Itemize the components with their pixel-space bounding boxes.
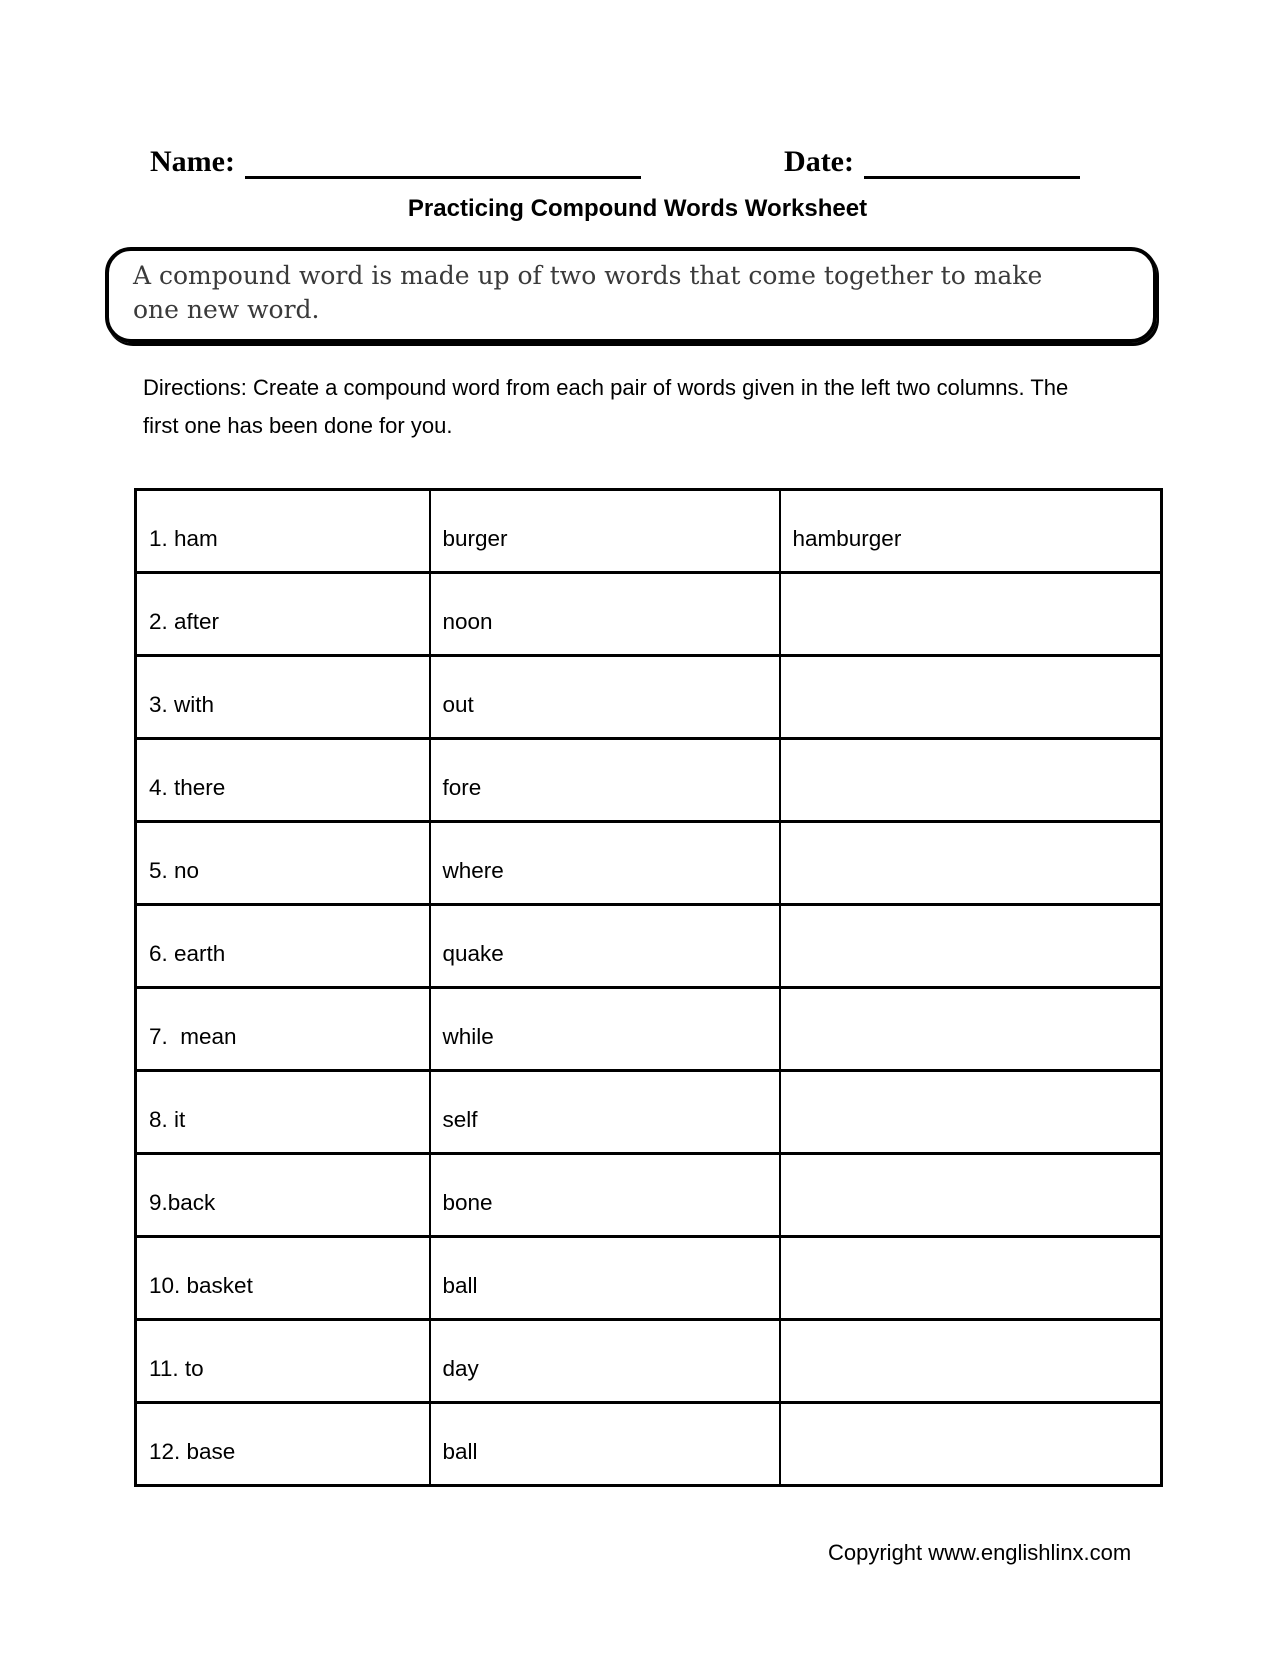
directions-text: Directions: Create a compound word from each pair of words given in the left two columns. The first one has been done for you. bbox=[143, 374, 1069, 438]
word-cell-2: where bbox=[430, 821, 780, 904]
answer-cell[interactable] bbox=[780, 821, 1162, 904]
word-cell-1: 6. earth bbox=[136, 904, 430, 987]
name-field bbox=[150, 140, 641, 179]
word-cell-1: 9.back bbox=[136, 1153, 430, 1236]
word-cell-2: fore bbox=[430, 738, 780, 821]
table-row bbox=[136, 904, 1162, 987]
word-cell-2: self bbox=[430, 1070, 780, 1153]
word-cell-2: out bbox=[430, 655, 780, 738]
word-cell-1: 4. there bbox=[136, 738, 430, 821]
date-blank-line[interactable] bbox=[864, 140, 1080, 179]
name-label: Name: bbox=[150, 145, 235, 178]
table-row bbox=[136, 1236, 1162, 1319]
definition-box bbox=[105, 247, 1157, 343]
word-cell-2: burger bbox=[430, 489, 780, 572]
answer-cell[interactable] bbox=[780, 1070, 1162, 1153]
page-title: Practicing Compound Words Worksheet bbox=[407, 195, 868, 222]
word-cell-2: ball bbox=[430, 1402, 780, 1485]
header-row bbox=[0, 0, 1275, 179]
word-cell-1: 11. to bbox=[136, 1319, 430, 1402]
answer-cell: hamburger bbox=[780, 489, 1162, 572]
word-cell-1: 12. base bbox=[136, 1402, 430, 1485]
word-cell-2: ball bbox=[430, 1236, 780, 1319]
answer-cell[interactable] bbox=[780, 1236, 1162, 1319]
word-cell-1: 7. mean bbox=[136, 987, 430, 1070]
answer-cell[interactable] bbox=[780, 655, 1162, 738]
answer-cell[interactable] bbox=[780, 904, 1162, 987]
definition-text: A compound word is made up of two words that come together to make one new word. bbox=[133, 261, 1043, 324]
word-cell-1: 10. basket bbox=[136, 1236, 430, 1319]
answer-cell[interactable] bbox=[780, 1153, 1162, 1236]
table-row bbox=[136, 489, 1162, 572]
word-cell-1: 1. ham bbox=[136, 489, 430, 572]
word-cell-1: 3. with bbox=[136, 655, 430, 738]
date-label: Date: bbox=[784, 145, 854, 178]
answer-cell[interactable] bbox=[780, 738, 1162, 821]
word-cell-1: 5. no bbox=[136, 821, 430, 904]
name-blank-line[interactable] bbox=[245, 140, 641, 179]
word-cell-2: day bbox=[430, 1319, 780, 1402]
compound-words-table bbox=[134, 488, 1163, 1487]
answer-cell[interactable] bbox=[780, 987, 1162, 1070]
answer-cell[interactable] bbox=[780, 572, 1162, 655]
word-cell-1: 2. after bbox=[136, 572, 430, 655]
date-field bbox=[784, 140, 1080, 179]
word-cell-2: bone bbox=[430, 1153, 780, 1236]
word-cell-2: quake bbox=[430, 904, 780, 987]
answer-cell[interactable] bbox=[780, 1319, 1162, 1402]
table-row bbox=[136, 987, 1162, 1070]
table-row bbox=[136, 1319, 1162, 1402]
table-row bbox=[136, 738, 1162, 821]
word-cell-2: noon bbox=[430, 572, 780, 655]
copyright-text: Copyright www.englishlinx.com bbox=[828, 1540, 1132, 1565]
table-row bbox=[136, 655, 1162, 738]
table-row bbox=[136, 1070, 1162, 1153]
answer-cell[interactable] bbox=[780, 1402, 1162, 1485]
word-cell-2: while bbox=[430, 987, 780, 1070]
table-row bbox=[136, 1153, 1162, 1236]
table-row bbox=[136, 572, 1162, 655]
table-row bbox=[136, 1402, 1162, 1485]
table-row bbox=[136, 821, 1162, 904]
word-cell-1: 8. it bbox=[136, 1070, 430, 1153]
